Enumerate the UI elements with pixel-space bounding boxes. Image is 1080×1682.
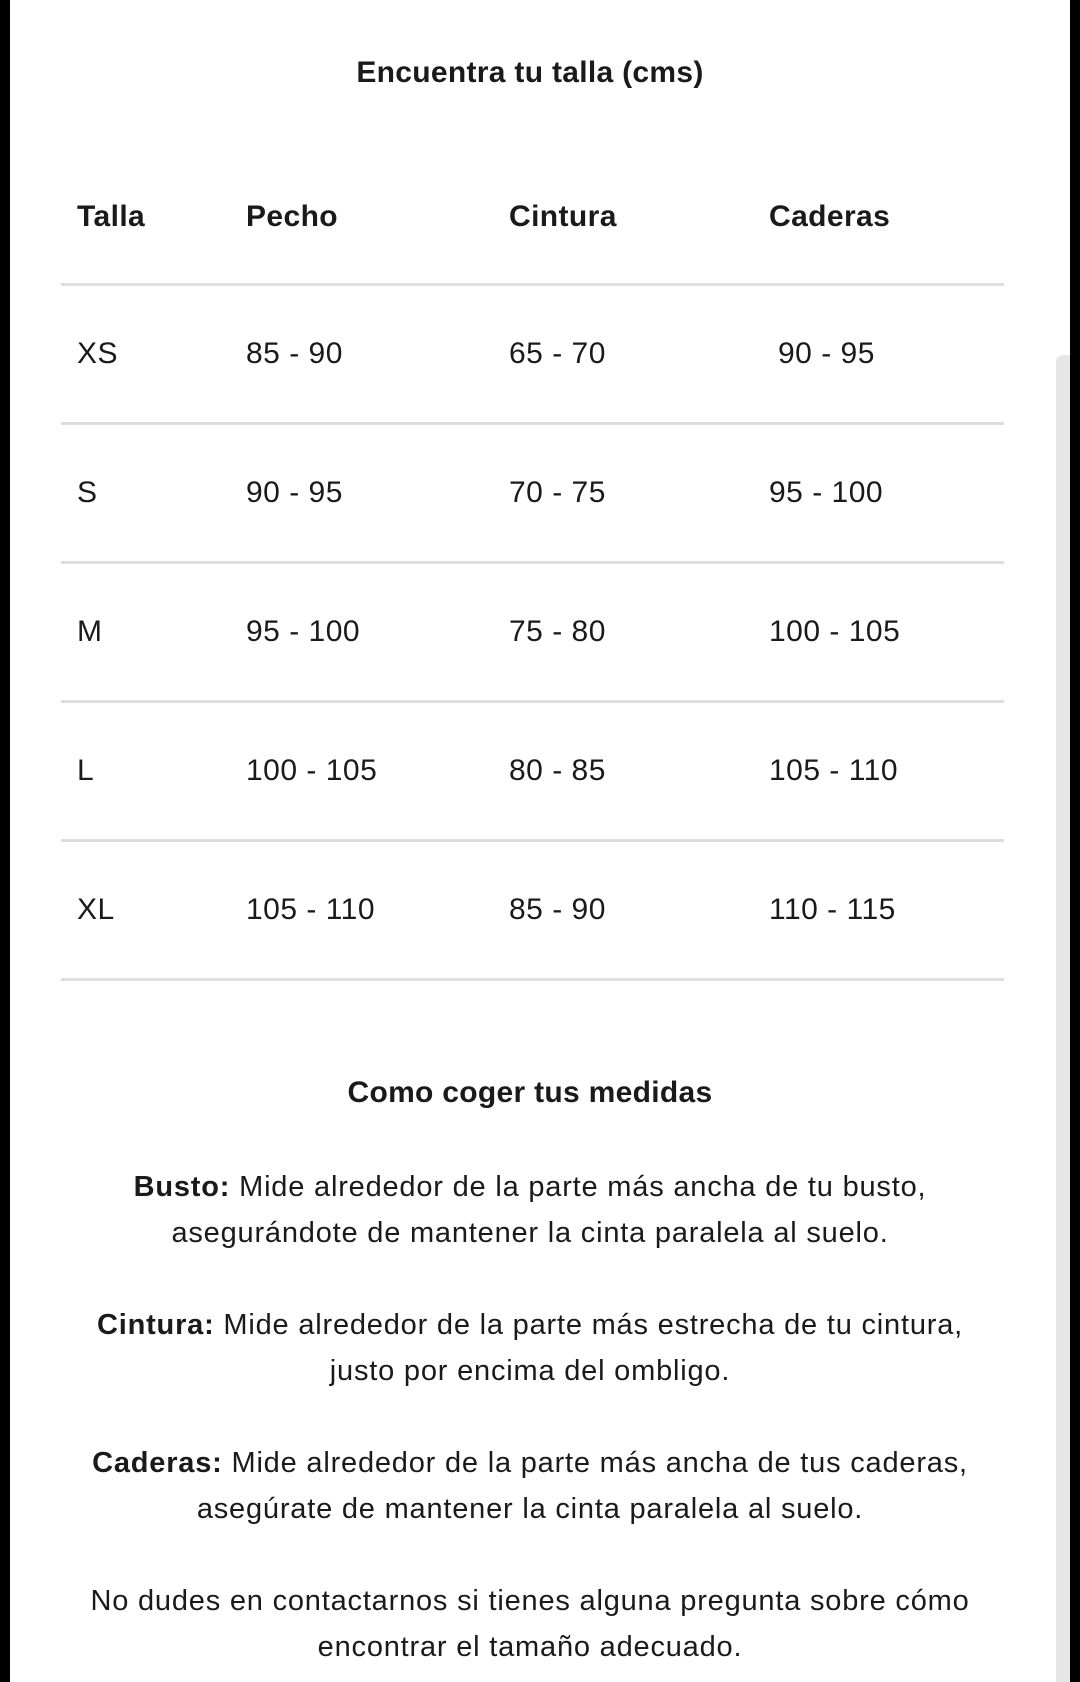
cell-size: XL	[77, 893, 115, 926]
cell-chest: 105 - 110	[246, 893, 376, 926]
table-row	[61, 703, 1004, 842]
bust-instructions	[70, 1164, 990, 1256]
header-size: Talla	[77, 200, 146, 233]
cell-waist: 75 - 80	[509, 615, 606, 648]
cell-waist: 65 - 70	[509, 337, 606, 370]
cell-size: S	[77, 476, 98, 509]
waist-instructions	[70, 1302, 990, 1394]
waist-label: Cintura:	[96, 1309, 215, 1341]
size-table	[61, 155, 1004, 981]
table-row	[61, 286, 1004, 425]
cell-waist: 85 - 90	[509, 893, 606, 926]
cell-hips: 90 - 95	[778, 337, 875, 370]
hips-instructions	[70, 1440, 990, 1532]
cell-size: M	[77, 615, 103, 648]
header-chest: Pecho	[246, 200, 339, 233]
cell-waist: 70 - 75	[509, 476, 606, 509]
table-row	[61, 425, 1004, 564]
cell-hips: 100 - 105	[769, 615, 901, 648]
cell-chest: 85 - 90	[246, 337, 343, 370]
cell-size: L	[77, 754, 95, 787]
cell-hips: 110 - 115	[769, 893, 896, 926]
waist-text: Mide alrededor de la parte más estrecha de tu cintura, justo por encima del ombligo.	[214, 1309, 963, 1387]
cell-waist: 80 - 85	[509, 754, 606, 787]
measure-section-title: Como coger tus medidas	[347, 1076, 713, 1109]
header-hips: Caderas	[769, 200, 891, 233]
cell-hips: 105 - 110	[769, 754, 899, 787]
table-header-row	[61, 155, 1004, 286]
page-title: Encuentra tu talla (cms)	[356, 56, 704, 89]
cell-chest: 100 - 105	[246, 754, 378, 787]
cell-hips: 95 - 100	[769, 476, 884, 509]
table-row	[61, 842, 1004, 981]
bust-text: Mide alrededor de la parte más ancha de tu busto, asegurándote de mantener la cinta paralela al suelo.	[171, 1171, 927, 1249]
contact-note: No dudes en contactarnos si tienes alguna pregunta sobre cómo encontrar el tamaño adecuado.	[90, 1585, 970, 1663]
cell-size: XS	[77, 337, 119, 370]
table-row	[61, 564, 1004, 703]
hips-text: Mide alrededor de la parte más ancha de tus caderas, asegúrate de mantener la cinta paralela al suelo.	[196, 1447, 968, 1525]
size-guide-panel	[10, 0, 1070, 1682]
cell-chest: 90 - 95	[246, 476, 343, 509]
scrollbar[interactable]	[1056, 355, 1070, 1682]
header-waist: Cintura	[509, 200, 617, 233]
cell-chest: 95 - 100	[246, 615, 361, 648]
bust-label: Busto:	[133, 1171, 231, 1203]
hips-label: Caderas:	[92, 1447, 223, 1479]
